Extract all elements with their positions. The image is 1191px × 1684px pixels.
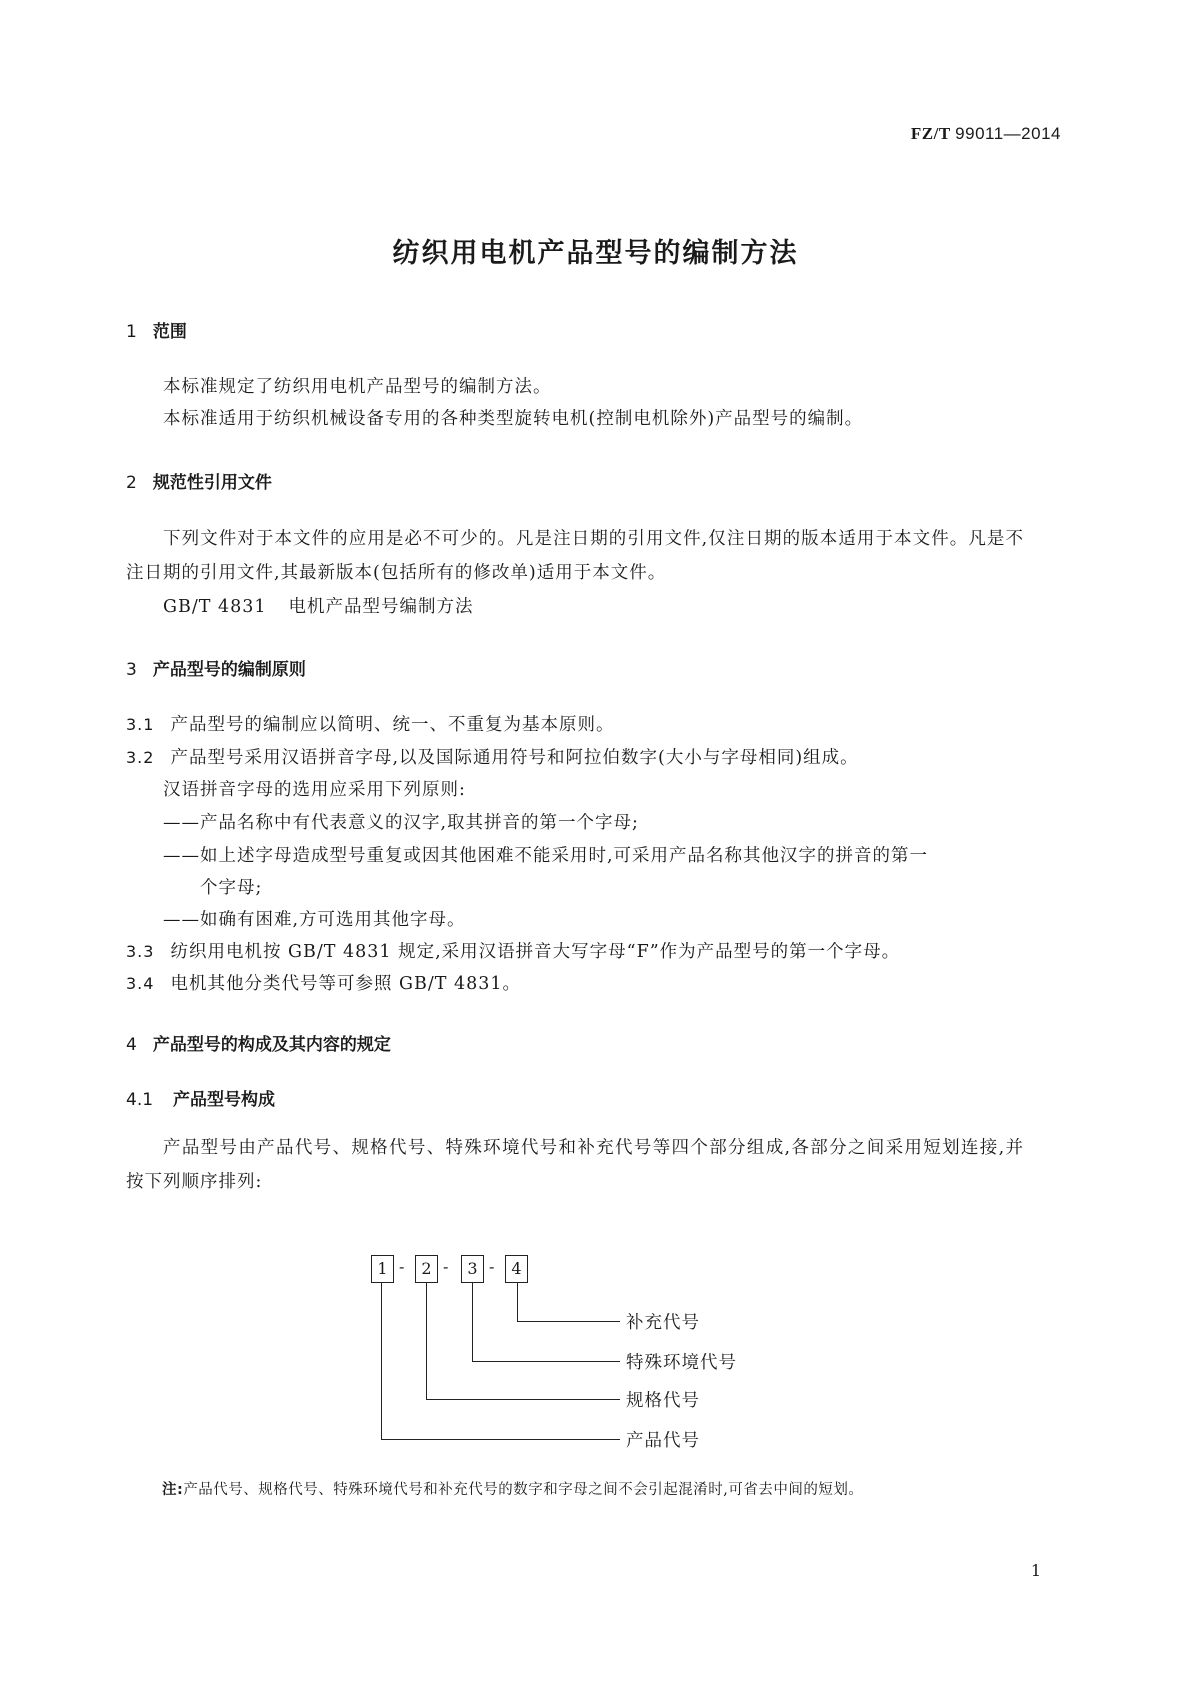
section-title: 范围 — [152, 322, 187, 342]
section-3-heading — [126, 655, 306, 680]
clause-title: 产品型号构成 — [173, 1090, 276, 1110]
leader-line — [426, 1283, 427, 1400]
section-number: 2 — [126, 473, 137, 493]
label-supplementary-code: 补充代号 — [626, 1313, 700, 1333]
clause-text: 产品型号的编制应以简明、统一、不重复为基本原则。 — [170, 715, 615, 735]
diagram-box-1: 1 — [371, 1255, 394, 1283]
dash-item-2-continued: 个字母; — [200, 878, 263, 898]
clause-3-3 — [126, 938, 900, 963]
clause-number: 4.1 — [126, 1090, 154, 1110]
section-title: 产品型号的构成及其内容的规定 — [152, 1035, 391, 1055]
clause-number: 3.1 — [126, 715, 155, 734]
diagram-separator: - — [443, 1257, 449, 1276]
leader-line — [517, 1283, 518, 1322]
document-code-number: 99011—2014 — [955, 124, 1061, 143]
clause-3-2 — [126, 744, 859, 769]
leader-line — [472, 1283, 473, 1362]
section-number: 4 — [126, 1035, 137, 1055]
clause-text: 产品型号采用汉语拼音字母,以及国际通用符号和阿拉伯数字(大小与字母相同)组成。 — [170, 748, 859, 768]
clause-number: 3.4 — [126, 974, 155, 993]
section-2-paragraph-1: 下列文件对于本文件的应用是必不可少的。凡是注日期的引用文件,仅注日期的版本适用于本文件。凡是不注日期的引用文件,其最新版本(包括所有的修改单)适用于本文件。 — [126, 529, 1024, 583]
clause-text: 纺织用电机按 GB/T 4831 规定,采用汉语拼音大写字母“F”作为产品型号的第一个字母。 — [170, 942, 901, 962]
label-product-code: 产品代号 — [626, 1431, 700, 1451]
clause-4-1-heading — [126, 1085, 275, 1110]
clause-number: 3.3 — [126, 942, 155, 961]
clause-3-2-sub: 汉语拼音字母的选用应采用下列原则: — [163, 780, 466, 800]
reference-code: GB/T 4831 — [163, 597, 267, 617]
label-special-environment-code: 特殊环境代号 — [626, 1353, 737, 1373]
diagram-box-2: 2 — [415, 1255, 438, 1283]
leader-line — [517, 1321, 620, 1322]
document-code — [911, 124, 1061, 144]
page-title: 纺织用电机产品型号的编制方法 — [392, 238, 799, 269]
dash-item-1: ——产品名称中有代表意义的汉字,取其拼音的第一个字母; — [163, 813, 639, 833]
leader-line — [381, 1283, 382, 1440]
diagram-box-3: 3 — [461, 1255, 484, 1283]
diagram-separator: - — [399, 1257, 405, 1276]
diagram-note — [162, 1478, 863, 1499]
label-specification-code: 规格代号 — [626, 1391, 700, 1411]
diagram-box-4: 4 — [505, 1255, 528, 1283]
leader-line — [381, 1439, 620, 1440]
section-number: 3 — [126, 660, 137, 680]
section-1-paragraph-2: 本标准适用于纺织机械设备专用的各种类型旋转电机(控制电机除外)产品型号的编制。 — [163, 409, 864, 429]
section-title: 产品型号的编制原则 — [152, 660, 306, 680]
section-4-paragraph-1: 产品型号由产品代号、规格代号、特殊环境代号和补充代号等四个部分组成,各部分之间采用短划连接,并按下列顺序排列: — [126, 1138, 1024, 1192]
note-text: 产品代号、规格代号、特殊环境代号和补充代号的数字和字母之间不会引起混淆时,可省去中间的短划。 — [183, 1482, 864, 1498]
dash-item-3: ——如确有困难,方可选用其他字母。 — [163, 910, 466, 930]
clause-3-4 — [126, 970, 521, 995]
clause-text: 电机其他分类代号等可参照 GB/T 4831。 — [170, 974, 522, 994]
section-number: 1 — [126, 322, 137, 342]
leader-line — [472, 1361, 620, 1362]
section-title: 规范性引用文件 — [152, 473, 272, 493]
diagram-separator: - — [489, 1257, 495, 1276]
page-number: 1 — [1030, 1561, 1041, 1580]
clause-3-1 — [126, 711, 614, 736]
leader-line — [426, 1399, 620, 1400]
normative-reference — [163, 593, 474, 618]
dash-item-2: ——如上述字母造成型号重复或因其他困难不能采用时,可采用产品名称其他汉字的拼音的第一 — [163, 846, 929, 866]
section-1-heading — [126, 317, 187, 342]
reference-title: 电机产品型号编制方法 — [288, 597, 474, 617]
clause-number: 3.2 — [126, 748, 155, 767]
document-code-prefix: FZ/T — [910, 124, 951, 143]
section-2-heading — [126, 468, 272, 493]
section-1-paragraph-1: 本标准规定了纺织用电机产品型号的编制方法。 — [163, 377, 552, 397]
note-prefix: 注: — [162, 1482, 184, 1498]
section-4-heading — [126, 1030, 391, 1055]
